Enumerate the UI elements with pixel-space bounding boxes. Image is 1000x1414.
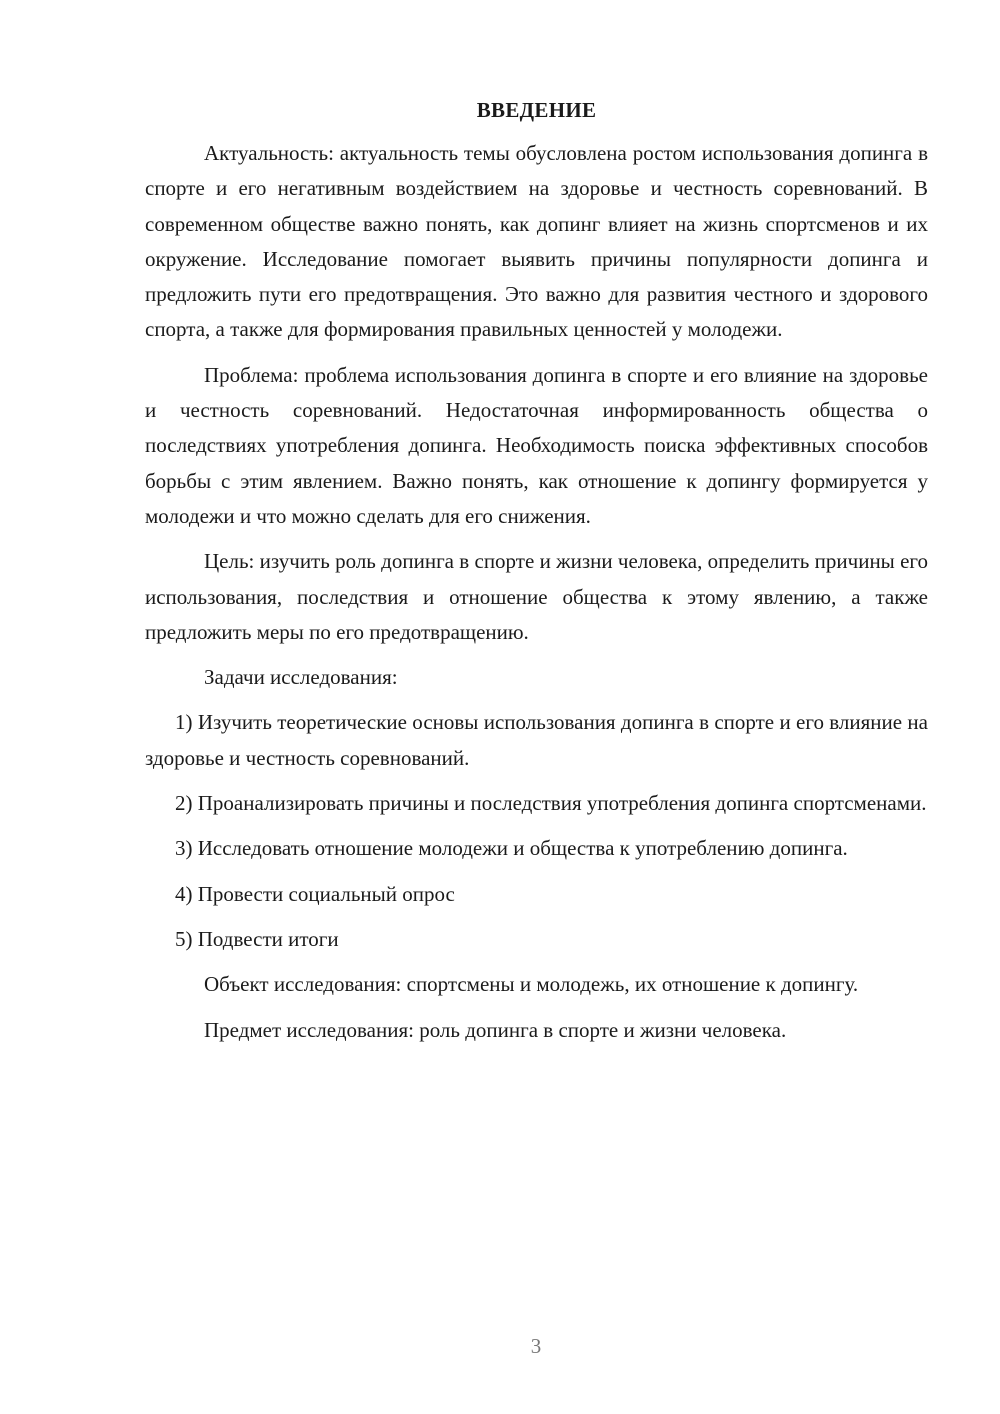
document-body: [145, 92, 928, 1058]
tasks-heading: Задачи исследования:: [204, 665, 398, 690]
relevance-paragraph: Актуальность: актуальность темы обусловлена ростом использования допинга в спорте и его негативным воздействием на здоровье и честность соревнований. В современном обществе важно понять, как допинг влияет на жизнь спортсменов и их окружение. Исследование помогает выявить причины популярности допинга и предложить пути его предотвращения. Это важно для развития честного и здорового спорта, а также для формирования правильных ценностей у молодежи.: [145, 141, 928, 342]
object-paragraph: Объект исследования: спортсмены и молодежь, их отношение к допингу.: [204, 972, 859, 997]
problem-paragraph: Проблема: проблема использования допинга в спорте и его влияние на здоровье и честность соревнований. Недостаточная информированность общества о последствиях употребления допинга. Необходимость поиска эффективных способов борьбы с этим явлением. Важно понять, как отношение к допингу формируется у молодежи и что можно сделать для его снижения.: [145, 362, 928, 528]
page-number: 3: [530, 1334, 542, 1358]
task-item: 3) Исследовать отношение молодежи и общества к употреблению допинга.: [175, 836, 848, 861]
task-item: 2) Проанализировать причины и последствия употребления допинга спортсменами.: [175, 791, 927, 816]
task-item: 4) Провести социальный опрос: [175, 881, 455, 906]
task-item: 5) Подвести итоги: [175, 926, 339, 951]
goal-paragraph: Цель: изучить роль допинга в спорте и жизни человека, определить причины его использования, последствия и отношение общества к этому явлению, а также предложить меры по его предотвращению.: [145, 549, 928, 644]
section-title: ВВЕДЕНИЕ: [476, 98, 597, 122]
task-item: 1) Изучить теоретические основы использования допинга в спорте и его влияние на здоровье и честность соревнований.: [145, 710, 928, 770]
subject-paragraph: Предмет исследования: роль допинга в спорте и жизни человека.: [204, 1017, 787, 1042]
